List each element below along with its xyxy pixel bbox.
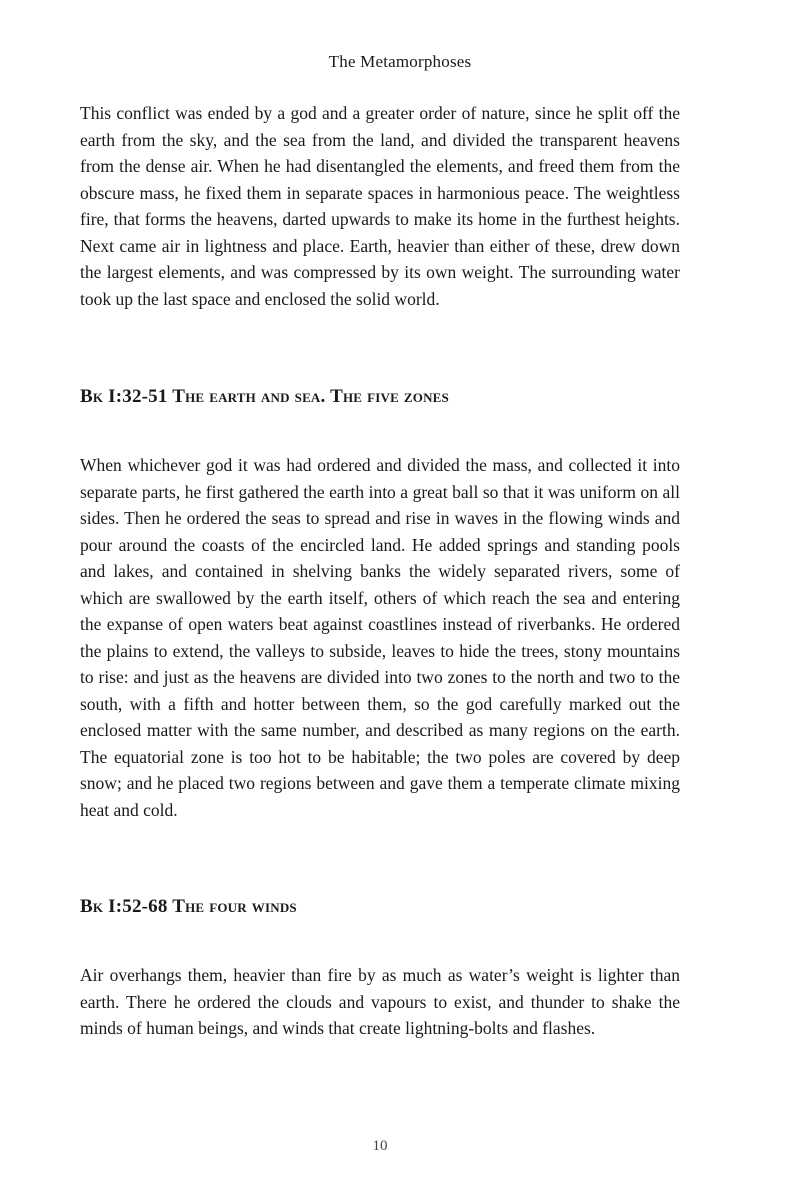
running-header: The Metamorphoses: [328, 52, 472, 71]
intro-paragraph: This conflict was ended by a god and a greater order of nature, since he split off the earth from the sky, and the sea from the land, and divided the transparent heavens from the dense air. When he had disentangled the elements, and freed them from the obscure mass, he fixed them in separate spaces in harmonious peace. The weightless fire, that forms the heavens, darted upwards to make its home in the furthest heights. Next came air in lightness and place. Earth, heavier than either of these, drew down the largest elements, and was compressed by its own weight. The surrounding water took up the last space and enclosed the solid world.: [80, 103, 680, 309]
four-winds-paragraph: Air overhangs them, heavier than fire by as much as water’s weight is lighter than earth. There he ordered the clouds and vapours to exist, and thunder to shake the minds of human beings, and winds that create lightning-bolts and flashes.: [80, 965, 680, 1038]
section-heading-five-zones: Bk I:32-51 The earth and sea. The five zones: [80, 386, 449, 407]
five-zones-paragraph: When whichever god it was had ordered and divided the mass, and collected it into separate parts, he first gathered the earth into a great ball so that it was uniform on all sides. Then he ordered the seas to spread and rise in waves in the flowing winds and pour around the coasts of the encircled land. He added springs and standing pools and lakes, and contained in shelving banks the widely separated rivers, some of which are swallowed by the earth itself, others of which reach the sea and entering the expanse of open waters beat against coastlines instead of riverbanks. He ordered the plains to extend, the valleys to subside, leaves to hide the trees, stony mountains to rise: and just as the heavens are divided into two zones to the north and two to the south, with a fifth and hotter between them, so the god carefully marked out the enclosed matter with the same number, and described as many regions on the earth. The equatorial zone is too hot to be habitable; the two poles are covered by deep snow; and he placed two regions between and gave them a temperate climate mixing heat and cold.: [80, 455, 680, 820]
page-number: 10: [372, 1138, 388, 1154]
section-heading-four-winds: Bk I:52-68 The four winds: [80, 896, 297, 917]
